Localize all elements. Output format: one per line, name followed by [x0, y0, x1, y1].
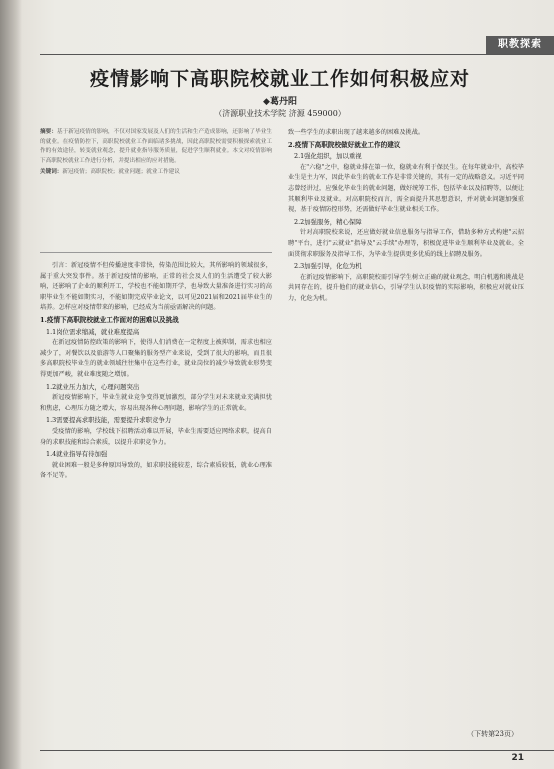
continued-paragraph: 致一些学生的求职出现了越来越多的困难及挑战。: [288, 129, 425, 136]
body-paragraph: 新冠疫情影响下，毕业生就业竞争变得更加激烈，部分学生对未来就业充满担忧和焦虑，心理压力随之增大，容易出现各种心理问题，影响学生的正常就业。: [40, 394, 272, 412]
subsection-heading-2-3: 2.3加强引导，化危为机: [294, 262, 362, 271]
top-rule: [40, 54, 554, 55]
bottom-rule: [40, 750, 554, 751]
keywords: [40, 168, 272, 178]
subsection-heading-2-1: 2.1强化组织，加以重视: [294, 152, 362, 161]
body-paragraph: 在新冠疫情防控政策的影响下，使得人们消费在一定程度上被抑制，需求也相应减少了，对餐饮以及旅游等人口聚集的服务型产业来说，受到了很大的影响，而且很多高职院校毕业生的就业领域往往集中在这些行业，就业岗位的减少导致就业形势变得更加严峻，就业难度随之增加。: [40, 339, 272, 378]
abstract: [40, 128, 272, 248]
intro-paragraph: 引言：新冠疫情不但传播速度非常快，传染范围比较大，其所影响的领域很多，属于重大突发事件。基于新冠疫情的影响，正常的社会及人们的生活遭受了较大影响，还影响了企业的顺利开工，学校也不能如期开学，也导致大量准备进行实习的高职毕业生不能如期实习，不能如期完成毕业论文，以可见2021届和2021届毕业生的培养。怎样应对疫情带来的影响，已经成为当前亟需解决的问题。: [40, 262, 272, 312]
subsection-heading-1-2: 1.2就业压力加大，心理问题突出: [46, 382, 140, 391]
continued-note: （下转第23页）: [467, 730, 518, 738]
right-column: [288, 128, 524, 306]
body-paragraph: 在"六稳"之中，稳就业排在第一位，稳就业有利于保民生。在每年就业中，高校毕业生是主力军，因此毕业生的就业工作是非常关键的，其有一定的战略意义。习近平同志曾经讲过，应强化毕业生的就业问题，做好统筹工作，包括毕业以及招聘等，以便让其顺利毕业及就业。对高职院校而言，需全面提升其思想意识，并对就业问题加强重视，基于疫情防控形势，还需做好毕业生就业相关工作。: [288, 163, 524, 214]
abstract-divider: [40, 252, 272, 253]
body-paragraph: 受疫情的影响，学校线下招聘活动难以开展，毕业生需要适应网络求职，提高自身的求职技能和综合素质，以提升求职竞争力。: [40, 427, 272, 446]
left-column: [40, 128, 272, 483]
page-fold-shadow: [0, 0, 22, 769]
section-heading-1: 1.疫情下高职院校就业工作面对的困难以及挑战: [40, 315, 179, 324]
subsection-heading-1-4: 1.4就业指导有待加强: [46, 450, 108, 459]
subsection-heading-2-2: 2.2加强服务，精心保障: [294, 217, 362, 226]
abstract-text: 基于新冠疫情的影响，不仅对国家发展及人们的生活和生产造成影响，还影响了毕业生的就业。在疫情防控下，高职院校就业工作面临诸多挑战，因此高职院校需要积极探索就业工作的有效途径，转变就业观念，提升就业指导服务质量，促进学生顺利就业。本文对疫情影响下高职院校就业工作进行分析，并提出相应的应对措施。: [40, 129, 272, 164]
article-author: ◆葛丹阳: [263, 97, 297, 107]
article-title: 疫情影响下高职院校就业工作如何积极应对: [89, 68, 470, 90]
page-number: 21: [511, 753, 524, 763]
article-affiliation: （济源职业技术学院 济源 459000）: [214, 109, 346, 118]
subsection-heading-1-1: 1.1岗位需求缩减，就业难度提高: [46, 327, 140, 336]
abstract-label: 摘要：: [40, 129, 57, 135]
section-tag: 职教探索: [486, 36, 554, 54]
keywords-label: 关键词：: [40, 169, 63, 176]
subsection-heading-1-3: 1.3需要提高求职技能，需要提升求职竞争力: [46, 416, 172, 425]
body-paragraph: 在新冠疫情影响下，高职院校需引导学生树立正确的就业观念，明白机遇和挑战是共同存在的，提升他们的就业信心，引导学生认识疫情的实际影响，积极应对就业压力，化危为机。: [288, 273, 524, 302]
section-heading-2: 2.疫情下高职院校做好就业工作的建议: [288, 140, 401, 149]
body-paragraph: 针对高职院校来说，还应做好就业信息服务与指导工作，借助多种方式构建"云招聘"平台，进行"云就业"指导及"云手续"办理等，积极促进毕业生顺利毕业及就业。全面贯彻求职服务及指导工作，为毕业生提供更多优质的线上招聘及服务。: [288, 229, 524, 258]
keywords-text: 新冠疫情；高职院校；就业问题；就业工作建议: [62, 169, 180, 176]
body-paragraph: 就业困难一般是多种原因导致的，如求职技能较差，综合素质较低，就业心理准备不足等。: [40, 461, 272, 480]
